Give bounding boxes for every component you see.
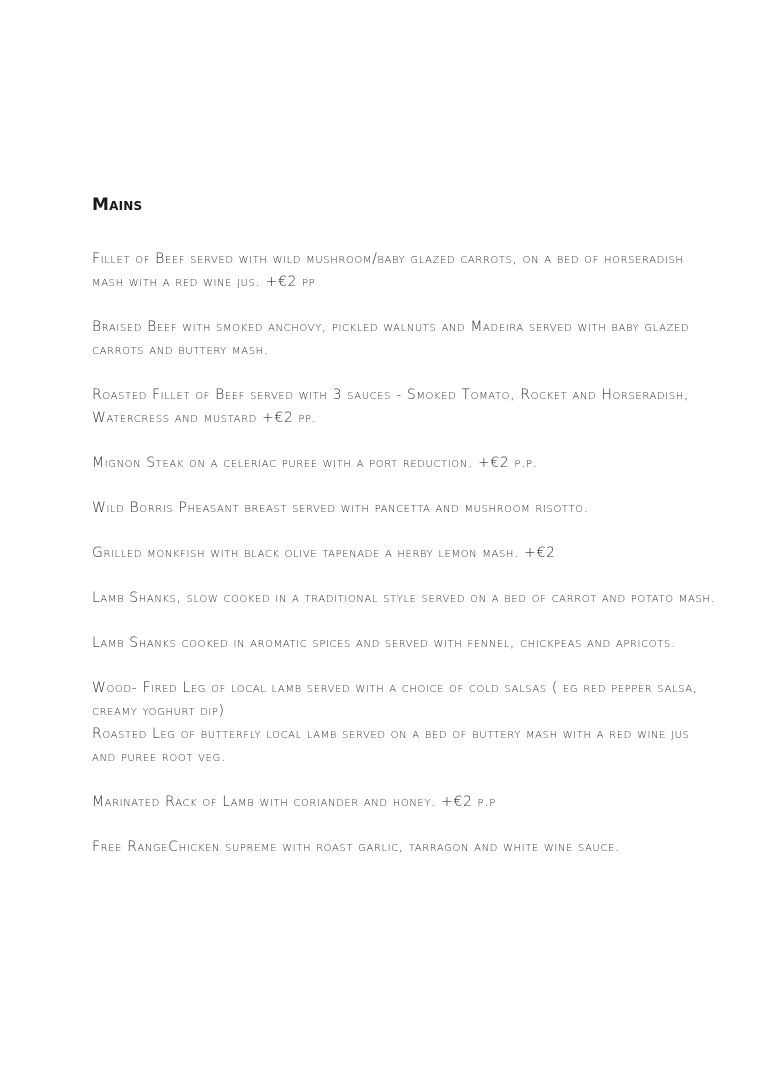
menu-items-list bbox=[92, 248, 717, 881]
menu-item-grilled-monkfish: Grilled monkfish with black olive tapenade a herby lemon mash. +€2 bbox=[92, 545, 556, 561]
menu-item-marinated-rack-of-lamb: Marinated Rack of Lamb with coriander and honey. +€2 p.p bbox=[92, 794, 496, 810]
menu-item-lamb-shanks-slow-cooked: Lamb Shanks, slow cooked in a traditional style served on a bed of carrot and potato mash. bbox=[92, 590, 716, 606]
menu-item-mignon-steak: Mignon Steak on a celeriac puree with a port reduction. +€2 p.p. bbox=[92, 455, 538, 471]
menu-item-wild-borris-pheasant: Wild Borris Pheasant breast served with pancetta and mushroom risotto. bbox=[92, 500, 589, 516]
menu-item-braised-beef: Braised Beef with smoked anchovy, pickled walnuts and Madeira served with baby glazed carrots and buttery mash. bbox=[92, 319, 690, 358]
section-heading-mains: Mains bbox=[92, 195, 143, 215]
menu-item-wood-fired-leg-of-lamb: Wood- Fired Leg of local lamb served with a choice of cold salsas ( eg red pepper salsa, creamy yoghurt dip) bbox=[92, 680, 698, 719]
menu-item-lamb-shanks-aromatic: Lamb Shanks cooked in aromatic spices and served with fennel, chickpeas and apricots. bbox=[92, 635, 676, 651]
menu-item-roasted-fillet-of-beef: Roasted Fillet of Beef served with 3 sauces - Smoked Tomato, Rocket and Horseradish, Watercress and mustard +€2 pp. bbox=[92, 387, 689, 426]
menu-item-roasted-leg-butterfly-lamb: Roasted Leg of butterfly local lamb served on a bed of buttery mash with a red wine jus and puree root veg. bbox=[92, 726, 690, 765]
menu-item-fillet-of-beef: Fillet of Beef served with wild mushroom/baby glazed carrots, on a bed of horseradish mash with a red wine jus. +€2 pp bbox=[92, 251, 684, 290]
menu-item-free-range-chicken: Free RangeChicken supreme with roast garlic, tarragon and white wine sauce. bbox=[92, 839, 620, 855]
